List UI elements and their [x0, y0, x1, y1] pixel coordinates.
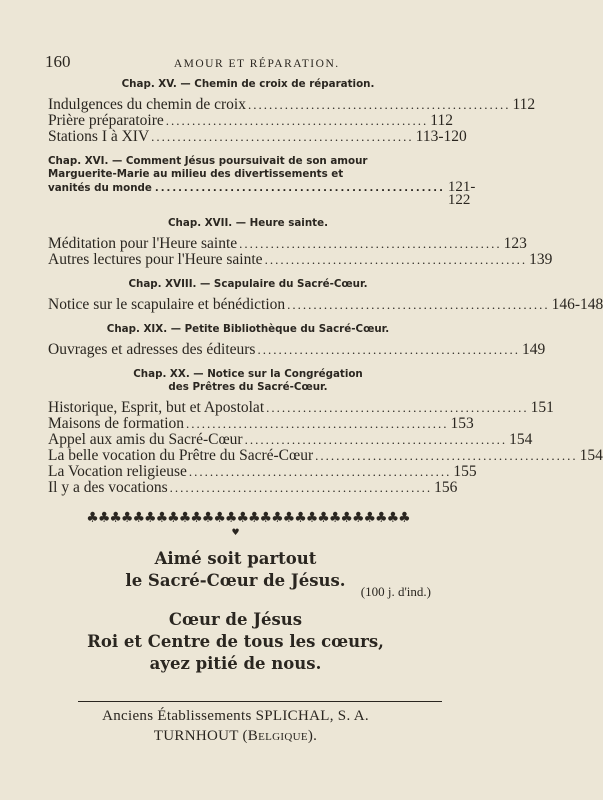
divider-rule: [78, 701, 442, 702]
prayer-line: Cœur de Jésus: [168, 610, 303, 629]
toc-entry: Notice sur le scapulaire et bénédiction .................................................. 146-148: [48, 296, 603, 313]
toc-entry: Méditation pour l'Heure sainte .................................................. 123: [48, 235, 527, 252]
prayer-coeur-de-jesus: [0, 609, 471, 675]
toc-entry: La belle vocation du Prêtre du Sacré-Cœur .................................................. 154: [48, 447, 603, 464]
page-header: [45, 52, 443, 72]
toc-entry: Ouvrages et adresses des éditeurs .................................................. 149: [48, 341, 546, 358]
chapter-heading: Chap. XV. — Chemin de croix de réparation.: [121, 78, 375, 90]
chapter-heading: Chap. XX. — Notice sur la Congrégation: [133, 368, 363, 380]
indulgence-note: (100 j. d'ind.): [360, 584, 431, 599]
prayer-line: le Sacré-Cœur de Jésus.: [125, 571, 346, 590]
publisher-location: TURNHOUT (Belgique).: [153, 728, 318, 744]
publisher-imprint: [0, 706, 471, 746]
running-title: AMOUR ET RÉPARATION.: [173, 58, 340, 70]
chapter-heading: Chap. XVIII. — Scapulaire du Sacré-Cœur.: [128, 278, 368, 290]
toc-entry: Maisons de formation .................................................. 153: [48, 415, 474, 432]
toc-entry: Indulgences du chemin de croix .................................................. 112: [48, 96, 536, 113]
toc-entry: Appel aux amis du Sacré-Cœur .................................................. 154: [48, 431, 533, 448]
toc-entry: vanités du monde .................................................. 121-122: [48, 179, 476, 208]
chapter-heading: Chap. XVII. — Heure sainte.: [168, 217, 328, 229]
chapter-heading: Chap. XVI. — Comment Jésus poursuivait de son amour: [48, 155, 368, 167]
prayer-line: ayez pitié de nous.: [149, 654, 322, 673]
toc-entry: La Vocation religieuse .................................................. 155: [48, 463, 477, 480]
chapter-heading: Marguerite-Marie au milieu des divertissements et: [48, 168, 344, 180]
decorative-border-ornament: ♣♣♣♣♣♣♣♣♣♣♣♣♣♣♣♣♣♣♣♣♣♣♣♣♣♣♣♣: [86, 510, 410, 526]
toc-entry: Stations I à XIV .................................................. 113-120: [48, 128, 467, 145]
toc-entry: Il y a des vocations .................................................. 156: [48, 479, 458, 496]
heart-ornament-icon: ♥: [231, 528, 240, 538]
publisher-name: Anciens Établissements SPLICHAL, S. A.: [102, 708, 369, 724]
toc-entry: Prière préparatoire .................................................. 112: [48, 112, 453, 129]
table-of-contents: [48, 78, 603, 496]
toc-entry: Historique, Esprit, but et Apostolat .................................................. 151: [48, 399, 554, 416]
page-number: 160: [45, 52, 71, 71]
prayer-line: Aimé soit partout: [154, 549, 317, 568]
prayer-line: Roi et Centre de tous les cœurs,: [87, 632, 384, 651]
toc-entry: Autres lectures pour l'Heure sainte .................................................. 139: [48, 251, 553, 268]
chapter-heading: Chap. XIX. — Petite Bibliothèque du Sacré-Cœur.: [106, 323, 390, 335]
chapter-heading: des Prêtres du Sacré-Cœur.: [168, 381, 328, 393]
